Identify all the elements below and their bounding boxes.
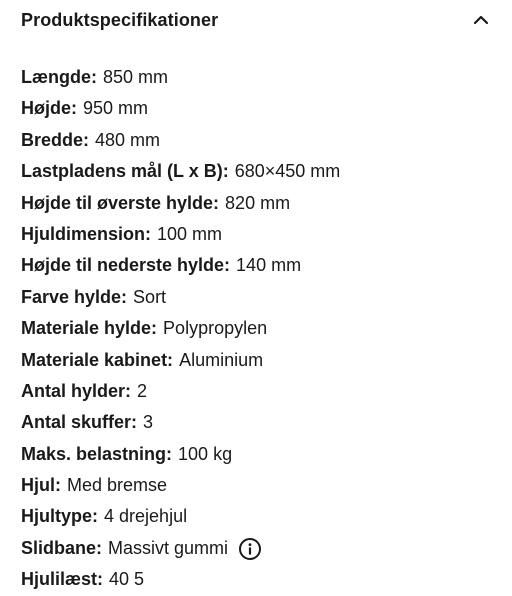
spec-label: Materiale kabinet: — [21, 349, 174, 370]
spec-value: 140 mm — [236, 255, 302, 276]
spec-label: Slidbane: — [21, 537, 103, 558]
section-title: Produktspecifikationer — [21, 9, 219, 30]
spec-row-materiale-kabinet — [21, 345, 501, 376]
spec-value: 4 drejehjul — [104, 506, 188, 527]
spec-label: Højde til nederste hylde: — [21, 255, 231, 276]
spec-value: Sort — [133, 286, 167, 307]
spec-value: Polypropylen — [163, 318, 268, 339]
spec-row-bredde — [21, 125, 501, 156]
spec-value: 950 mm — [83, 98, 149, 119]
spec-value: Aluminium — [179, 349, 264, 370]
spec-row-hjul — [21, 470, 501, 501]
spec-label: Hjul: — [21, 475, 61, 496]
spec-row-slidbane — [21, 533, 501, 564]
spec-value: 100 kg — [178, 443, 233, 464]
spec-row-maks-belastning — [21, 439, 501, 470]
spec-list — [21, 62, 501, 596]
spec-value: Massivt gummi — [108, 537, 229, 558]
spec-row-materiale-hylde — [21, 313, 501, 344]
spec-value: 680×450 mm — [234, 161, 341, 182]
spec-value: 850 mm — [103, 67, 169, 87]
spec-row-hoejde — [21, 93, 501, 124]
spec-label: Højde: — [21, 98, 77, 119]
spec-row-farve-hylde — [21, 282, 501, 313]
spec-row-hjuldimension — [21, 219, 501, 250]
spec-label: Højde til øverste hylde: — [21, 192, 220, 213]
spec-row-laengde — [21, 62, 501, 93]
spec-label: Antal hylder: — [21, 380, 132, 401]
info-icon[interactable] — [238, 537, 262, 561]
spec-label: Bredde: — [21, 129, 90, 150]
spec-label: Hjuldimension: — [21, 223, 151, 244]
spec-value: 40 5 — [109, 569, 145, 590]
spec-label: Antal skuffer: — [21, 412, 138, 433]
spec-row-hjullaest — [21, 564, 501, 595]
spec-row-hoejde-oeverste-hylde — [21, 188, 501, 219]
spec-row-hjultype — [21, 501, 501, 532]
spec-label: Hjultype: — [21, 506, 99, 527]
spec-value: 2 — [137, 380, 148, 401]
spec-row-lastplade — [21, 156, 501, 187]
specifications-header[interactable] — [21, 6, 491, 34]
spec-value: 820 mm — [225, 192, 291, 213]
spec-row-hoejde-nederste-hylde — [21, 250, 501, 281]
spec-value: 100 mm — [157, 223, 223, 244]
spec-row-antal-skuffer — [21, 407, 501, 438]
spec-label: Farve hylde: — [21, 286, 128, 307]
spec-row-antal-hylder — [21, 376, 501, 407]
spec-label: Hjulilæst: — [21, 569, 104, 590]
spec-label: Materiale hylde: — [21, 318, 158, 339]
spec-value: Med bremse — [67, 475, 168, 496]
spec-label: Længde: — [21, 67, 97, 87]
spec-label: Maks. belastning: — [21, 443, 173, 464]
chevron-up-icon[interactable] — [471, 10, 491, 30]
spec-label: Lastpladens mål (L x B): — [21, 161, 229, 182]
spec-value: 3 — [143, 412, 154, 433]
spec-value: 480 mm — [95, 129, 161, 150]
